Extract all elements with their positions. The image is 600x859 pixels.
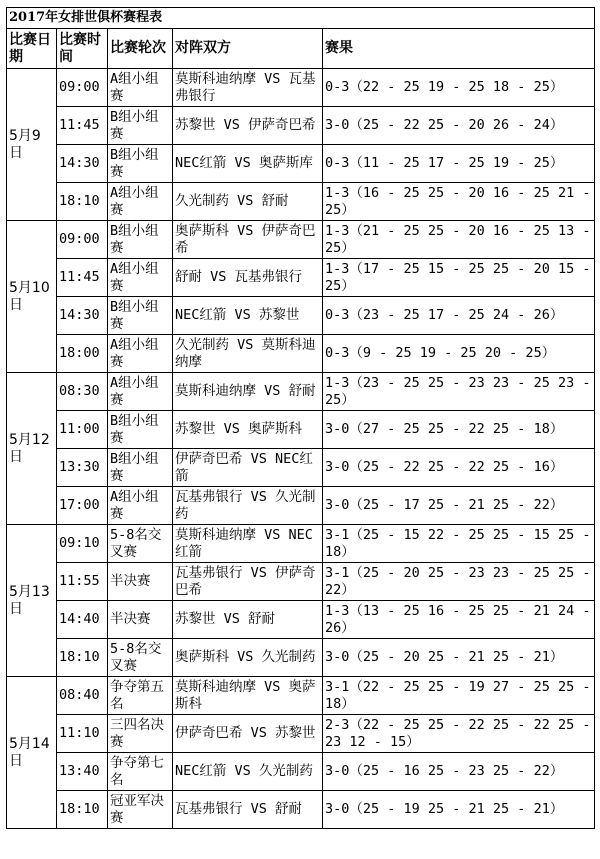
date-cell: 5月10日	[7, 221, 57, 373]
teams-cell: 伊萨奇巴希 VS NEC红箭	[173, 449, 323, 487]
teams-cell: 奥萨斯科 VS 久光制药	[173, 639, 323, 677]
table-row	[7, 677, 595, 715]
result-cell: 3-0（27 - 25 25 - 22 25 - 18）	[323, 411, 595, 449]
round-cell: 5-8名交叉赛	[108, 639, 173, 677]
time-cell: 18:10	[57, 639, 108, 677]
teams-cell: 瓦基弗银行 VS 久光制药	[173, 487, 323, 525]
time-cell: 09:00	[57, 69, 108, 107]
round-cell: B组小组赛	[108, 145, 173, 183]
result-cell: 3-1（25 - 20 25 - 23 23 - 25 25 - 22）	[323, 563, 595, 601]
result-cell: 1-3（16 - 25 25 - 20 16 - 25 21 - 25）	[323, 183, 595, 221]
teams-cell: 瓦基弗银行 VS 舒耐	[173, 791, 323, 829]
header-date: 比赛日期	[7, 29, 57, 69]
teams-cell: 舒耐 VS 瓦基弗银行	[173, 259, 323, 297]
schedule-document	[6, 7, 594, 829]
teams-cell: 奥萨斯科 VS 伊萨奇巴希	[173, 221, 323, 259]
teams-cell: 莫斯科迪纳摩 VS NEC红箭	[173, 525, 323, 563]
round-cell: A组小组赛	[108, 259, 173, 297]
result-cell: 3-0（25 - 16 25 - 23 25 - 22）	[323, 753, 595, 791]
time-cell: 11:55	[57, 563, 108, 601]
teams-cell: 苏黎世 VS 伊萨奇巴希	[173, 107, 323, 145]
date-cell: 5月12日	[7, 373, 57, 525]
time-cell: 18:00	[57, 335, 108, 373]
result-cell: 0-3（11 - 25 17 - 25 19 - 25）	[323, 145, 595, 183]
round-cell: 5-8名交叉赛	[108, 525, 173, 563]
result-cell: 3-0（25 - 17 25 - 21 25 - 22）	[323, 487, 595, 525]
table-row	[7, 259, 595, 297]
table-row	[7, 107, 595, 145]
table-row	[7, 715, 595, 753]
result-cell: 3-1（25 - 15 22 - 25 25 - 15 25 - 18）	[323, 525, 595, 563]
result-cell: 1-3（21 - 25 25 - 20 16 - 25 13 - 25）	[323, 221, 595, 259]
table-row	[7, 639, 595, 677]
table-row	[7, 221, 595, 259]
round-cell: 半决赛	[108, 601, 173, 639]
round-cell: B组小组赛	[108, 449, 173, 487]
result-cell: 1-3（23 - 25 25 - 23 23 - 25 23 - 25）	[323, 373, 595, 411]
teams-cell: 久光制药 VS 舒耐	[173, 183, 323, 221]
result-cell: 3-0（25 - 22 25 - 20 26 - 24）	[323, 107, 595, 145]
table-row	[7, 487, 595, 525]
teams-cell: NEC红箭 VS 苏黎世	[173, 297, 323, 335]
round-cell: B组小组赛	[108, 411, 173, 449]
time-cell: 17:00	[57, 487, 108, 525]
header-time: 比赛时间	[57, 29, 108, 69]
time-cell: 09:00	[57, 221, 108, 259]
time-cell: 13:30	[57, 449, 108, 487]
result-cell: 3-0（25 - 19 25 - 21 25 - 21）	[323, 791, 595, 829]
header-result: 赛果	[323, 29, 595, 69]
table-row	[7, 373, 595, 411]
result-cell: 1-3（13 - 25 16 - 25 25 - 21 24 - 26）	[323, 601, 595, 639]
result-cell: 2-3（22 - 25 25 - 22 25 - 22 25 - 23 12 - 15）	[323, 715, 595, 753]
time-cell: 08:40	[57, 677, 108, 715]
time-cell: 09:10	[57, 525, 108, 563]
round-cell: 三四名决赛	[108, 715, 173, 753]
round-cell: 争夺第七名	[108, 753, 173, 791]
round-cell: 半决赛	[108, 563, 173, 601]
table-row	[7, 563, 595, 601]
table-row	[7, 297, 595, 335]
round-cell: A组小组赛	[108, 373, 173, 411]
round-cell: B组小组赛	[108, 221, 173, 259]
table-row	[7, 449, 595, 487]
round-cell: A组小组赛	[108, 69, 173, 107]
round-cell: A组小组赛	[108, 335, 173, 373]
header-teams: 对阵双方	[173, 29, 323, 69]
teams-cell: 莫斯科迪纳摩 VS 舒耐	[173, 373, 323, 411]
header-row	[7, 29, 595, 69]
result-cell: 3-0（25 - 22 25 - 22 25 - 16）	[323, 449, 595, 487]
time-cell: 11:00	[57, 411, 108, 449]
result-cell: 0-3（9 - 25 19 - 25 20 - 25）	[323, 335, 595, 373]
result-cell: 1-3（17 - 25 15 - 25 25 - 20 15 - 25）	[323, 259, 595, 297]
round-cell: A组小组赛	[108, 183, 173, 221]
table-row	[7, 335, 595, 373]
teams-cell: NEC红箭 VS 久光制药	[173, 753, 323, 791]
teams-cell: 莫斯科迪纳摩 VS 奥萨斯科	[173, 677, 323, 715]
teams-cell: 伊萨奇巴希 VS 苏黎世	[173, 715, 323, 753]
table-row	[7, 525, 595, 563]
time-cell: 11:45	[57, 107, 108, 145]
table-row	[7, 753, 595, 791]
round-cell: 争夺第五名	[108, 677, 173, 715]
time-cell: 11:10	[57, 715, 108, 753]
table-row	[7, 791, 595, 829]
round-cell: B组小组赛	[108, 107, 173, 145]
round-cell: A组小组赛	[108, 487, 173, 525]
header-round: 比赛轮次	[108, 29, 173, 69]
time-cell: 14:40	[57, 601, 108, 639]
time-cell: 08:30	[57, 373, 108, 411]
date-cell: 5月13日	[7, 525, 57, 677]
date-cell: 5月14日	[7, 677, 57, 829]
table-row	[7, 411, 595, 449]
table-row	[7, 183, 595, 221]
table-row	[7, 145, 595, 183]
schedule-table	[6, 7, 595, 829]
teams-cell: 莫斯科迪纳摩 VS 瓦基弗银行	[173, 69, 323, 107]
result-cell: 3-1（22 - 25 25 - 19 27 - 25 25 - 18）	[323, 677, 595, 715]
result-cell: 0-3（22 - 25 19 - 25 18 - 25）	[323, 69, 595, 107]
round-cell: B组小组赛	[108, 297, 173, 335]
time-cell: 18:10	[57, 183, 108, 221]
round-cell: 冠亚军决赛	[108, 791, 173, 829]
table-row	[7, 69, 595, 107]
date-cell: 5月9日	[7, 69, 57, 221]
teams-cell: NEC红箭 VS 奥萨斯库	[173, 145, 323, 183]
table-row	[7, 601, 595, 639]
time-cell: 11:45	[57, 259, 108, 297]
table-title: 2017年女排世俱杯赛程表	[7, 8, 595, 29]
time-cell: 14:30	[57, 297, 108, 335]
time-cell: 18:10	[57, 791, 108, 829]
time-cell: 14:30	[57, 145, 108, 183]
teams-cell: 苏黎世 VS 奥萨斯科	[173, 411, 323, 449]
result-cell: 3-0（25 - 20 25 - 21 25 - 21）	[323, 639, 595, 677]
time-cell: 13:40	[57, 753, 108, 791]
teams-cell: 苏黎世 VS 舒耐	[173, 601, 323, 639]
teams-cell: 瓦基弗银行 VS 伊萨奇巴希	[173, 563, 323, 601]
result-cell: 0-3（23 - 25 17 - 25 24 - 26）	[323, 297, 595, 335]
teams-cell: 久光制药 VS 莫斯科迪纳摩	[173, 335, 323, 373]
